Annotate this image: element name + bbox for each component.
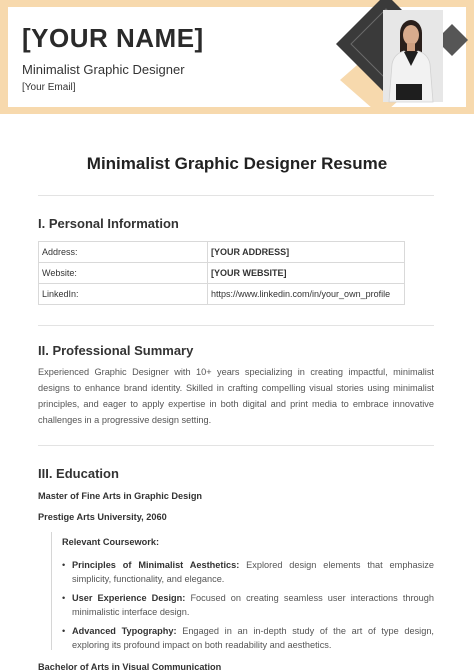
degree-title: Master of Fine Arts in Graphic Design: [38, 491, 203, 501]
personal-info-table: [38, 241, 405, 305]
bullet-icon: •: [62, 626, 66, 636]
table-row: [39, 284, 405, 305]
summary-text: Experienced Graphic Designer with 10+ years specializing in creating impactful, minimalist designs to enhance brand identity. Skilled in crafting compelling visual stories using minimalist principles, and eager to apply expertise in both digital and print media to embrace innovative challenges in a progressive design setting.: [38, 367, 434, 425]
course-description: Focused on creating seamless user interactions through minimalistic interface design.: [72, 593, 434, 617]
divider: [38, 445, 434, 446]
linkedin-label: LinkedIn:: [39, 284, 208, 305]
list-item: [62, 558, 434, 586]
divider: [38, 195, 434, 196]
list-item: [62, 591, 434, 619]
bullet-icon: •: [62, 560, 66, 570]
list-item: [62, 624, 434, 652]
header-card: [8, 7, 466, 107]
candidate-name: [YOUR NAME]: [22, 23, 204, 53]
address-value: [YOUR ADDRESS]: [208, 242, 405, 263]
section-heading-professional-summary: II. Professional Summary: [38, 343, 194, 358]
website-label: Website:: [39, 263, 208, 284]
coursework-label: Relevant Coursework:: [62, 537, 160, 547]
coursework-bar: [51, 532, 52, 650]
table-row: [39, 242, 405, 263]
job-title: Minimalist Graphic Designer: [22, 62, 185, 77]
linkedin-link[interactable]: https://www.linkedin.com/in/your_own_profile: [208, 284, 405, 305]
bullet-icon: •: [62, 593, 66, 603]
candidate-email: [Your Email]: [22, 82, 76, 93]
section-heading-personal-information: I. Personal Information: [38, 216, 179, 231]
course-title: Advanced Typography:: [72, 626, 177, 636]
divider: [38, 325, 434, 326]
website-value: [YOUR WEBSITE]: [208, 263, 405, 284]
course-description: Engaged in an in-depth study of the art of type design, exploring its profound impact on both readability and aesthetics.: [72, 626, 434, 650]
coursework-list: [62, 558, 434, 657]
table-row: [39, 263, 405, 284]
document-title: Minimalist Graphic Designer Resume: [86, 154, 388, 173]
header-band: [0, 0, 474, 114]
course-title: Principles of Minimalist Aesthetics:: [72, 560, 240, 570]
course-title: User Experience Design:: [72, 593, 186, 603]
school-name: Prestige Arts University, 2060: [38, 512, 167, 522]
address-label: Address:: [39, 242, 208, 263]
section-heading-education: III. Education: [38, 466, 119, 481]
degree-title: Bachelor of Arts in Visual Communication: [38, 662, 222, 672]
course-description: Explored design elements that emphasize simplicity, functionality, and elegance.: [72, 560, 434, 584]
